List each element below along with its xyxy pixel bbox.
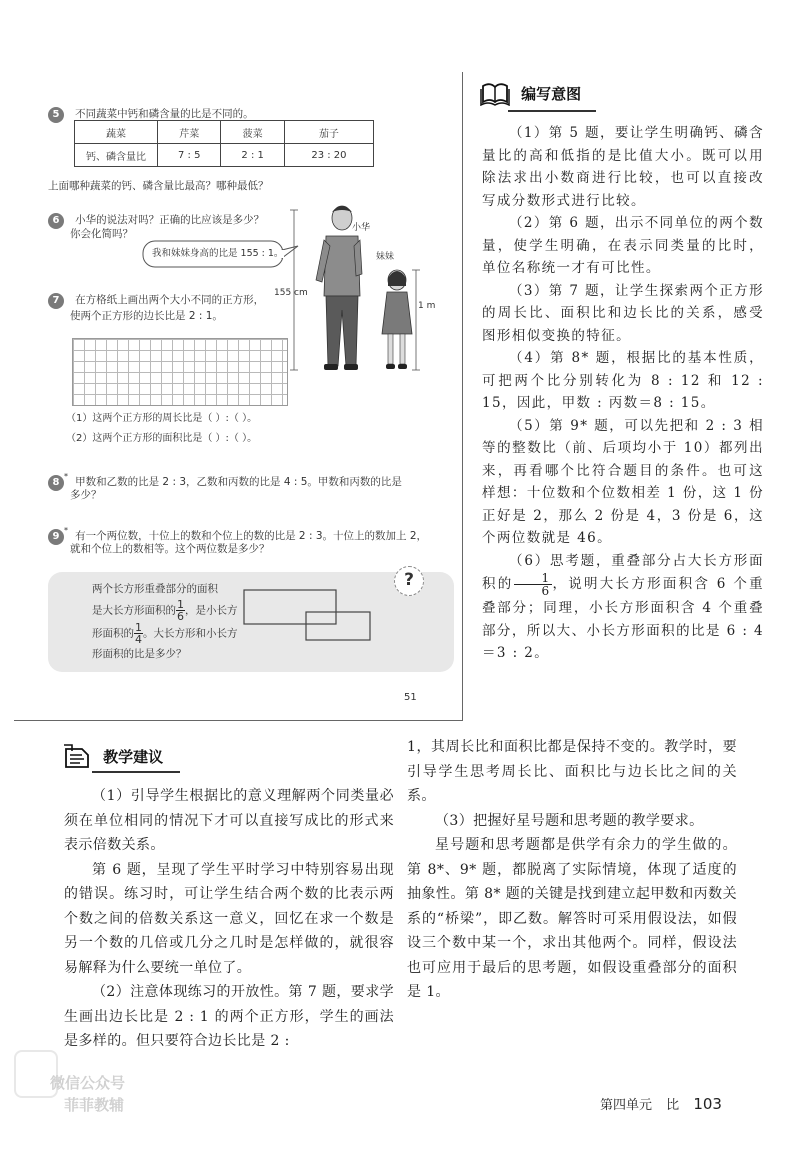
intent-paragraph-2: （2）第 6 题，出示不同单位的两个数量，使学生明确，在表示同类量的比时，单位名称统一才有可比性。 <box>482 215 764 276</box>
advice-right-paragraph-3: 星号题和思考题都是供学有余力的学生做的。第 8*、9* 题，都脱离了实际情境，体现了适度的抽象性。第 8* 题的关键是找到建立起甲数和丙数关系的“桥梁”，即乙数。解答时可采用假设法，如假设三个数中某一个，求出其他两个。同样，假设法也可应用于最后的思考题，如假设重叠部分的面积是 1。 <box>407 837 737 1000</box>
intent-p6-part: （6）思考题，重叠部分占大长方形面积的 <box>482 552 764 592</box>
intent-title: 编写意图 <box>521 84 582 103</box>
q9-star: * <box>64 526 68 535</box>
q6-line1: 小华的说法对吗？正确的比应该是多少？ <box>75 214 265 226</box>
intent-paragraph-3: （3）第 7 题，让学生探索两个正方形的周长比、面积比和边长比的关系，感受图形相似变换的特征。 <box>482 282 764 344</box>
fraction-denominator: 4 <box>135 633 142 646</box>
q7-sub2: （2）这两个正方形的面积比是（ ）:（ ）。 <box>66 433 258 444</box>
textbook-page <box>14 72 463 721</box>
label-xiaohua: 小华 <box>352 223 371 233</box>
table-header-row <box>75 121 374 144</box>
q5-question: 上面哪种蔬菜的钙、磷含量比最高？哪种最低？ <box>48 180 269 192</box>
intent-p6-part: ，说明大长方形面积含 6 个重叠部分；同理，小长方形面积含 4 个重叠部分，所以大、小长方形面积的比是 6 : 4＝3 : 2。 <box>482 576 764 661</box>
table-cell: 2 : 1 <box>221 144 284 167</box>
q7-sub1: （1）这两个正方形的周长比是（ ）:（ ）。 <box>66 413 258 424</box>
vegetable-table <box>74 120 374 167</box>
advice-right-paragraph-1: 1，其周长比和面积比都是保持不变的。教学时，要引导学生思考周长比、面积比与边长比之间的关系。 <box>407 739 737 804</box>
table-cell: 7 : 5 <box>158 144 221 167</box>
advice-title-underline <box>92 771 180 773</box>
think-text-part: 形面积的 <box>92 627 134 640</box>
height-label-155: 155 cm <box>274 288 308 298</box>
q8-number: 8 <box>48 475 64 491</box>
fraction-one-sixth <box>514 572 552 597</box>
intent-paragraph-5: （5）第 9* 题，可以先把和 2 : 3 相等的整数比（前、后项均小于 10）都列出来，再看哪个比符合题目的条件。也可这样想：十位数和个位数相差 1 份，这 1 份正好是 2，那么 2 份是 4，3 份是 6，这个两位数就是 46。 <box>482 417 764 546</box>
table-cell: 钙、磷含量比 <box>75 144 158 167</box>
grid-paper <box>72 338 288 406</box>
fraction-numerator: 1 <box>514 572 552 585</box>
table-cell: 茄子 <box>284 121 373 144</box>
question-mark-icon: ? <box>394 566 424 596</box>
intent-body <box>482 122 764 665</box>
advice-title: 教学建议 <box>103 747 164 766</box>
q6-line2: 你会化简吗？ <box>70 228 133 240</box>
watermark <box>50 1072 125 1116</box>
table-cell: 蔬菜 <box>75 121 158 144</box>
intent-title-underline <box>508 110 596 112</box>
q7-line2: 使两个正方形的边长比是 2 : 1。 <box>70 310 223 322</box>
table-cell: 23 : 20 <box>284 144 373 167</box>
advice-left-paragraph-3: （2）注意体现练习的开放性。第 7 题，要求学生画出边长比是 2 : 1 的两个正方形，学生的画法是多样的。但只要符合边长比是 2 : <box>64 984 394 1049</box>
book-icon <box>480 80 510 106</box>
q8-line2: 多少？ <box>70 489 102 501</box>
footer-topic: 比 <box>666 1098 680 1113</box>
q9-line2: 就和个位上的数相等。这个两位数是多少？ <box>70 543 270 555</box>
page-footer <box>600 1094 722 1113</box>
teaching-icon <box>62 743 92 769</box>
think-text-part: 是大长方形面积的 <box>92 604 176 617</box>
fraction-numerator: 1 <box>135 621 142 634</box>
label-meimei: 妹妹 <box>376 252 395 262</box>
bubble-text: 我和妹妹身高的比是 155 : 1。 <box>152 248 284 259</box>
intent-paragraph-6 <box>482 550 764 665</box>
fraction-denominator: 6 <box>177 610 184 623</box>
fraction-numerator: 1 <box>177 598 184 611</box>
table-row <box>75 144 374 167</box>
table-cell: 菠菜 <box>221 121 284 144</box>
watermark-line1: 微信公众号 <box>50 1074 126 1092</box>
intent-paragraph-1: （1）第 5 题，要让学生明确钙、磷含量比的高和低指的是比值大小。既可以用除法求出小数商进行比较，也可以直接改写成分数形式进行比较。 <box>482 125 764 209</box>
advice-heading <box>62 743 163 769</box>
q8-star: * <box>64 472 68 481</box>
intent-paragraph-4: （4）第 8* 题，根据比的基本性质，可把两个比分别转化为 8 : 12 和 12 : 15，因此，甲数 : 丙数＝8 : 15。 <box>482 350 764 411</box>
q9-number: 9 <box>48 529 64 545</box>
think-text-part: 。大长方形和小长方 <box>143 627 238 640</box>
q6-number: 6 <box>48 213 64 229</box>
overlapping-rectangles <box>242 582 378 642</box>
q7-line1: 在方格纸上画出两个大小不同的正方形， <box>75 294 265 306</box>
advice-left-paragraph-2: 第 6 题，呈现了学生平时学习中特别容易出现的错误。练习时，可让学生结合两个数的比表示两个数之间的倍数关系这一意义，回忆在求一个数是另一个数的几倍或几分之几时是怎样做的，就很容易解释为什么要统一单位了。 <box>64 861 394 976</box>
advice-right-paragraph-2: （3）把握好星号题和思考题的教学要求。 <box>435 812 704 829</box>
footer-unit: 第四单元 <box>600 1098 653 1113</box>
fraction-one-sixth <box>176 599 185 622</box>
q7-number: 7 <box>48 293 64 309</box>
q8-line1: 甲数和乙数的比是 2 : 3，乙数和丙数的比是 4 : 5。甲数和丙数的比是 <box>75 476 402 489</box>
fraction-one-fourth <box>134 622 143 645</box>
q7-header <box>48 288 264 309</box>
textbook-page-number: 51 <box>404 692 417 703</box>
q5-number: 5 <box>48 107 64 123</box>
q9-line1: 有一个两位数，十位上的数和个位上的数的比是 2 : 3。十位上的数加上 2， <box>75 530 428 543</box>
fraction-denominator: 6 <box>541 584 551 598</box>
think-text-part: ，是小长方 <box>185 604 238 617</box>
advice-left-paragraph-1: （1）引导学生根据比的意义理解两个同类量必须在单位相同的情况下才可以直接写成比的形式来表示倍数关系。 <box>64 788 394 853</box>
table-cell: 芹菜 <box>158 121 221 144</box>
think-line4: 形面积的比是多少？ <box>92 648 187 660</box>
think-line1: 两个长方形重叠部分的面积 <box>92 583 218 595</box>
height-label-1m: 1 m <box>418 301 436 311</box>
watermark-line2: 菲菲教辅 <box>64 1096 125 1114</box>
footer-page-number: 103 <box>693 1095 722 1113</box>
intent-heading <box>480 80 581 106</box>
advice-right-column <box>407 735 737 1005</box>
advice-left-column <box>64 784 394 1054</box>
q5-text: 不同蔬菜中钙和磷含量的比是不同的。 <box>75 108 254 120</box>
